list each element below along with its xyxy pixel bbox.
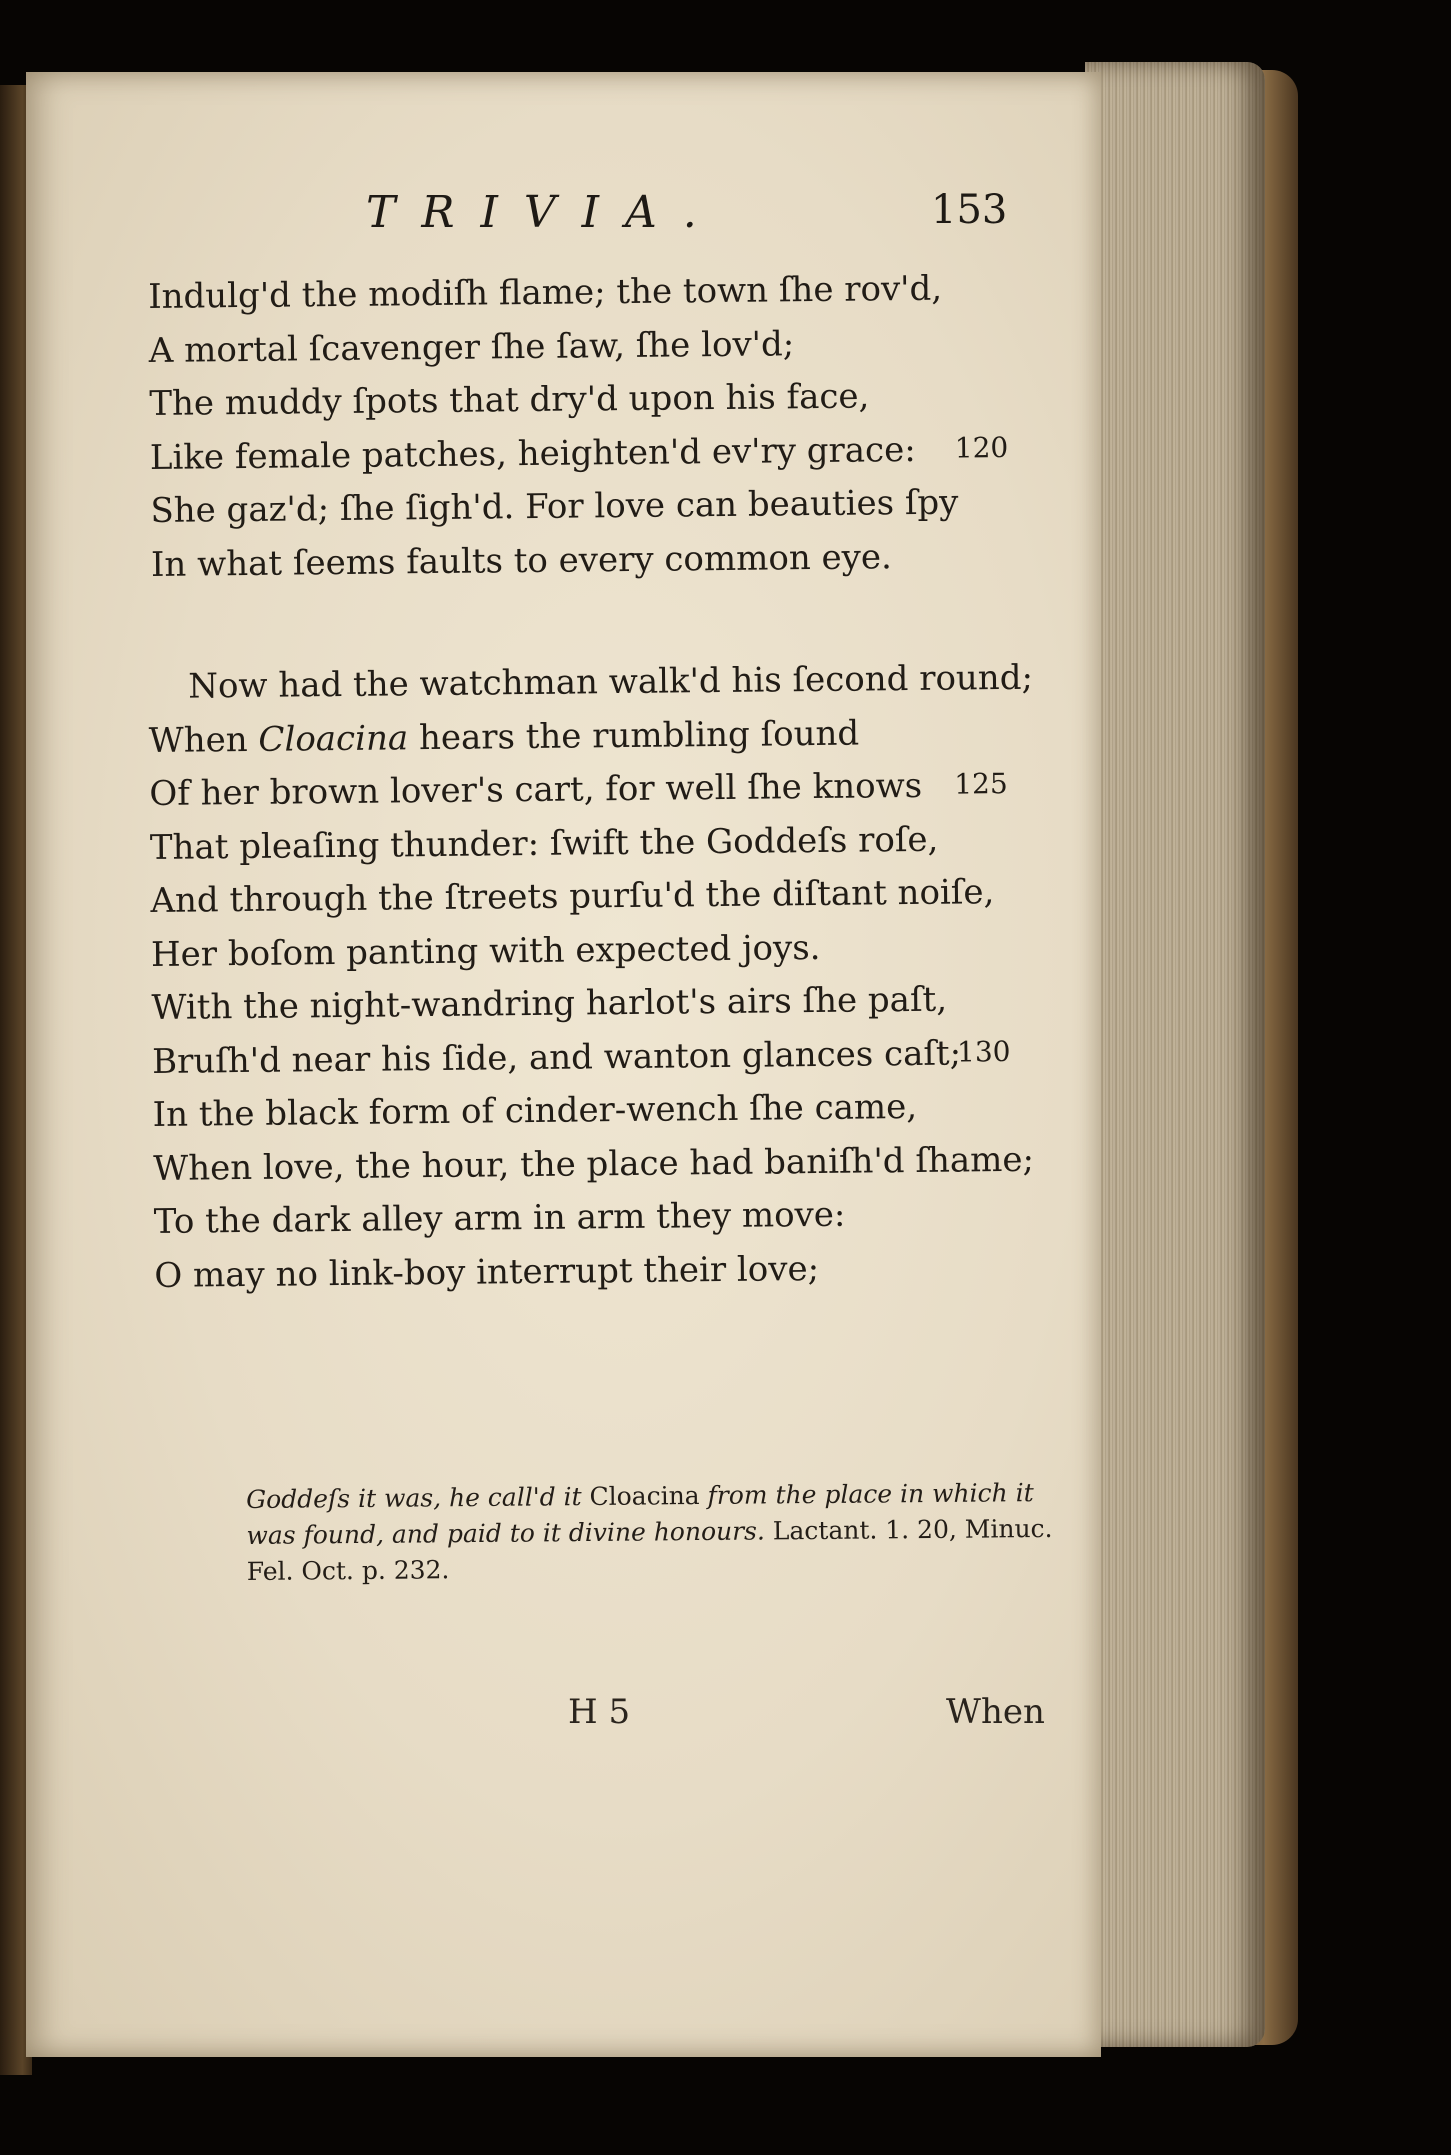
footnote-goddess-name: Cloacina (589, 1481, 700, 1512)
verse-text: When (148, 719, 259, 761)
catchword: When (946, 1692, 1045, 1732)
line-number: 125 (954, 767, 1008, 801)
verse-text: Of her brown lover's cart, for well ſhe knows (149, 765, 923, 814)
line-number: 130 (956, 1034, 1011, 1069)
stanza-1 (148, 268, 1011, 598)
verse-text: Bruſh'd near his ſide, and wanton glances caſt; (151, 1033, 962, 1082)
verse-line (154, 1246, 1015, 1309)
verse-text: The muddy ſpots that dry'd upon his face, (149, 376, 870, 424)
verse-text: Now had the watchman walk'd his ſecond round; (187, 657, 1034, 707)
verse-line (150, 428, 1011, 491)
footnote-text: Goddeſs it was, he call'd it (246, 1482, 590, 1514)
verse-line (151, 535, 1012, 598)
verse-line (154, 1193, 1015, 1256)
verse-text: Indulg'd the modiſh flame; the town ſhe rov'd, (148, 268, 943, 317)
verse-text: O may no link-boy interrupt their love; (154, 1248, 820, 1296)
verse-text: In what ſeems faults to every common eye. (150, 536, 893, 585)
verse-line (149, 765, 1010, 828)
verse-line (149, 321, 1010, 384)
stanza-2 (148, 657, 1035, 1309)
footnote-citation: Lactant. 1. 20, Minuc. Fel. Oct. p. 232. (246, 1513, 1053, 1586)
footnote-text: from the place in which it was found, and paid to it divine honours. (246, 1478, 1034, 1550)
verse-line (150, 818, 1011, 881)
verse-line (153, 1139, 1035, 1202)
book-page (26, 72, 1101, 2057)
running-head: TRIVIA. (366, 187, 723, 238)
verse-text: To the dark alley arm in arm they move: (153, 1194, 846, 1242)
verse-text: hears the rumbling ſound (407, 713, 860, 758)
page-fore-edge (1085, 62, 1265, 2047)
verse-text: When love, the hour, the place had baniſh'd ſhame; (153, 1139, 1035, 1189)
verse-text: With the night-wandring harlot's airs ſhe paſt, (151, 979, 948, 1028)
verse-text: A mortal ſcavenger ſhe ſaw, ſhe lov'd; (148, 323, 795, 371)
verse-text: Like female patches, heighten'd ev'ry grace: (149, 429, 916, 478)
verse-text: In the black form of cinder-wench ſhe came, (152, 1086, 918, 1135)
verse-line (148, 657, 1034, 721)
verse-text: Her boſom panting with expected joys. (150, 927, 821, 975)
line-number: 120 (954, 430, 1009, 465)
signature-mark: H 5 (568, 1692, 631, 1732)
verse-line (148, 268, 1009, 331)
verse-line (151, 925, 1012, 988)
page-number: 153 (931, 187, 1008, 233)
verse-line (152, 1032, 1013, 1095)
verse-line (149, 375, 1010, 438)
verse-text: And through the ſtreets purſu'd the diſtant noiſe, (150, 872, 995, 921)
verse-line (149, 711, 1010, 774)
goddess-name: Cloacina (258, 717, 409, 760)
verse-line (150, 482, 1011, 545)
verse-line (150, 872, 1011, 935)
verse-line (152, 1086, 1013, 1149)
verse-text: She gaz'd; ſhe ſigh'd. For love can beauties ſpy (150, 482, 959, 531)
footnote (246, 1475, 1067, 1590)
verse-text: That pleaſing thunder: ſwift the Goddeſs roſe, (149, 819, 939, 868)
verse-line (151, 979, 1012, 1042)
